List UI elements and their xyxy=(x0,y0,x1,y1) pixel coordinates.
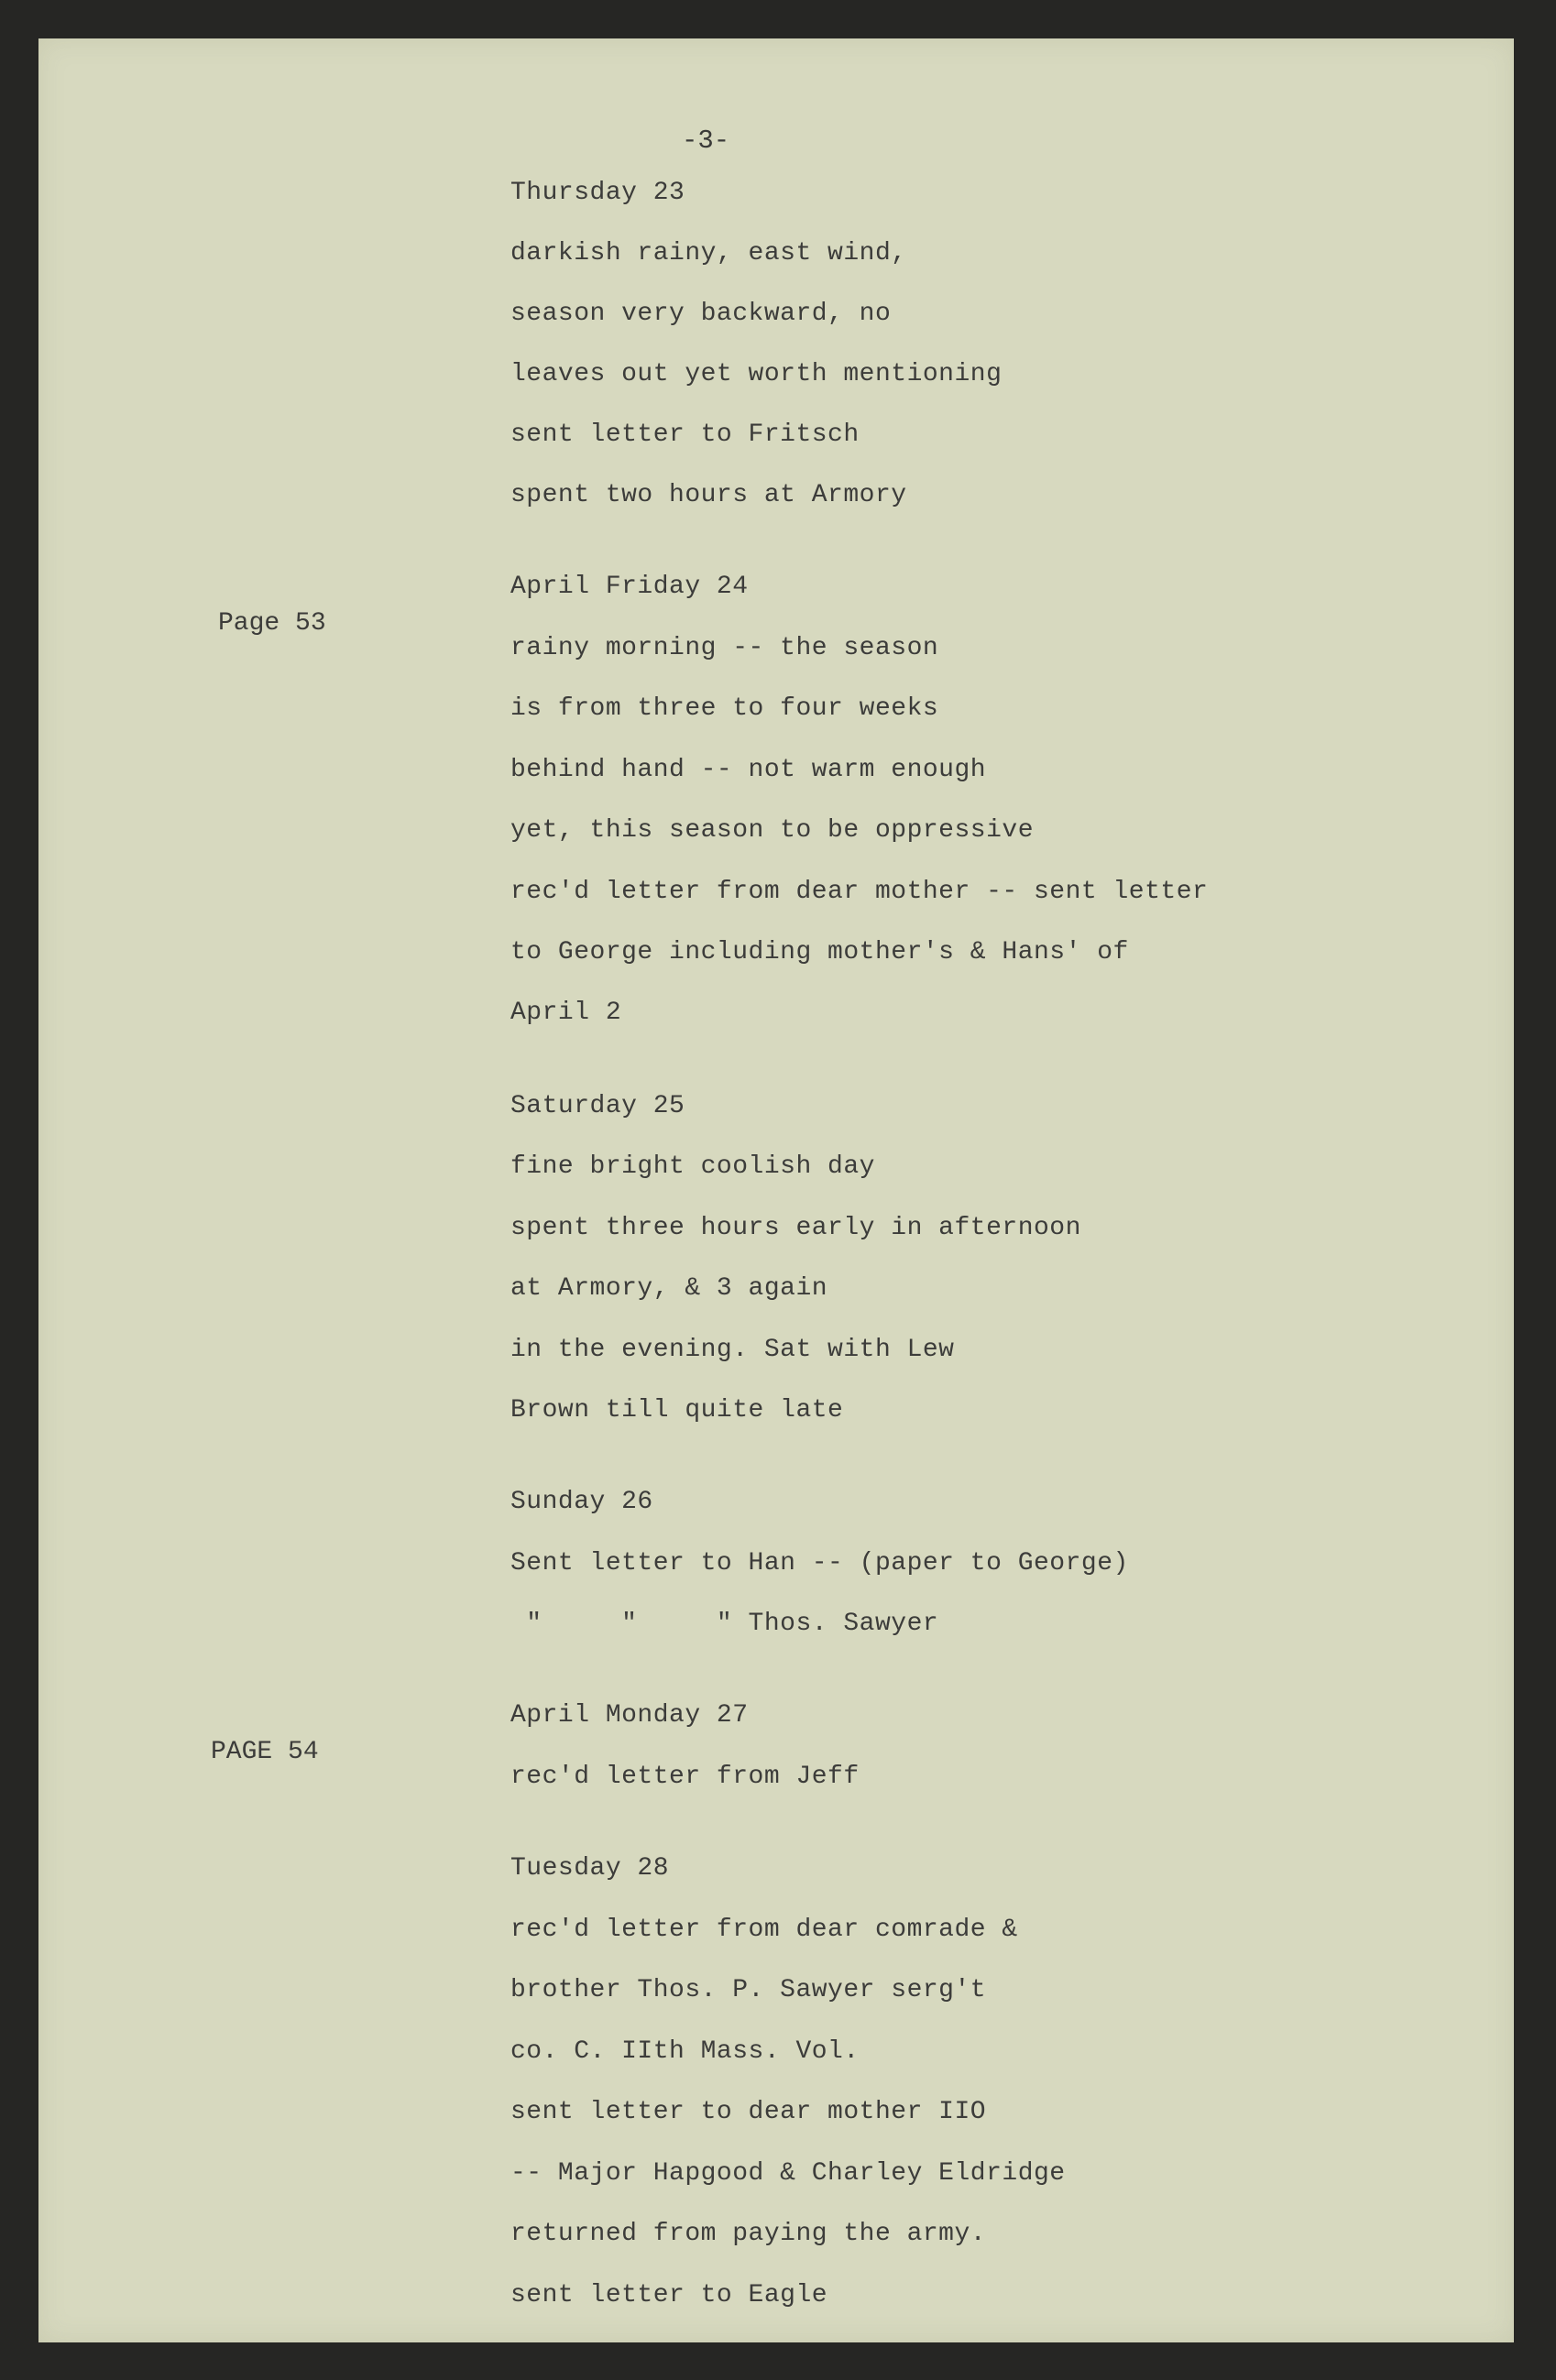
text-line: darkish rainy, east wind, xyxy=(510,239,907,267)
text-line: to George including mother's & Hans' of xyxy=(510,938,1129,966)
text-line: returned from paying the army. xyxy=(510,2220,987,2248)
text-line: yet, this season to be oppressive xyxy=(510,816,1034,845)
text-line: Sent letter to Han -- (paper to George) xyxy=(510,1549,1129,1578)
text-line: Brown till quite late xyxy=(510,1396,844,1425)
text-line: season very backward, no xyxy=(510,300,892,328)
text-line: in the evening. Sat with Lew xyxy=(510,1336,955,1364)
text-line: spent three hours early in afternoon xyxy=(510,1214,1081,1242)
text-line: Saturday 25 xyxy=(510,1092,685,1120)
text-line: -- Major Hapgood & Charley Eldridge xyxy=(510,2159,1066,2188)
text-line: Sunday 26 xyxy=(510,1488,653,1516)
text-line: rec'd letter from dear mother -- sent letter xyxy=(510,878,1209,906)
text-line: April Monday 27 xyxy=(510,1701,749,1730)
text-line: sent letter to Fritsch xyxy=(510,420,860,449)
text-line: " " " Thos. Sawyer xyxy=(510,1610,939,1638)
text-line: April Friday 24 xyxy=(510,573,749,601)
text-line: fine bright coolish day xyxy=(510,1152,875,1181)
text-line: sent letter to dear mother IIO xyxy=(510,2098,987,2126)
text-line: Thursday 23 xyxy=(510,179,685,207)
text-line: at Armory, & 3 again xyxy=(510,1274,828,1303)
margin-note-page-53: Page 53 xyxy=(218,609,326,638)
document-page xyxy=(38,38,1514,2342)
margin-note-page-54: PAGE 54 xyxy=(211,1738,319,1766)
text-line: Tuesday 28 xyxy=(510,1854,670,1883)
page-number: -3- xyxy=(682,126,730,156)
text-line: rec'd letter from Jeff xyxy=(510,1763,860,1791)
text-line: sent letter to Eagle xyxy=(510,2281,828,2309)
text-line: April 2 xyxy=(510,999,622,1027)
text-line: behind hand -- not warm enough xyxy=(510,756,987,784)
text-line: co. C. IIth Mass. Vol. xyxy=(510,2037,860,2066)
text-line: is from three to four weeks xyxy=(510,694,939,723)
text-line: rainy morning -- the season xyxy=(510,634,939,662)
text-line: brother Thos. P. Sawyer serg't xyxy=(510,1976,987,2004)
text-line: leaves out yet worth mentioning xyxy=(510,360,1003,388)
text-line: spent two hours at Armory xyxy=(510,481,907,509)
text-line: rec'd letter from dear comrade & xyxy=(510,1916,1018,1944)
